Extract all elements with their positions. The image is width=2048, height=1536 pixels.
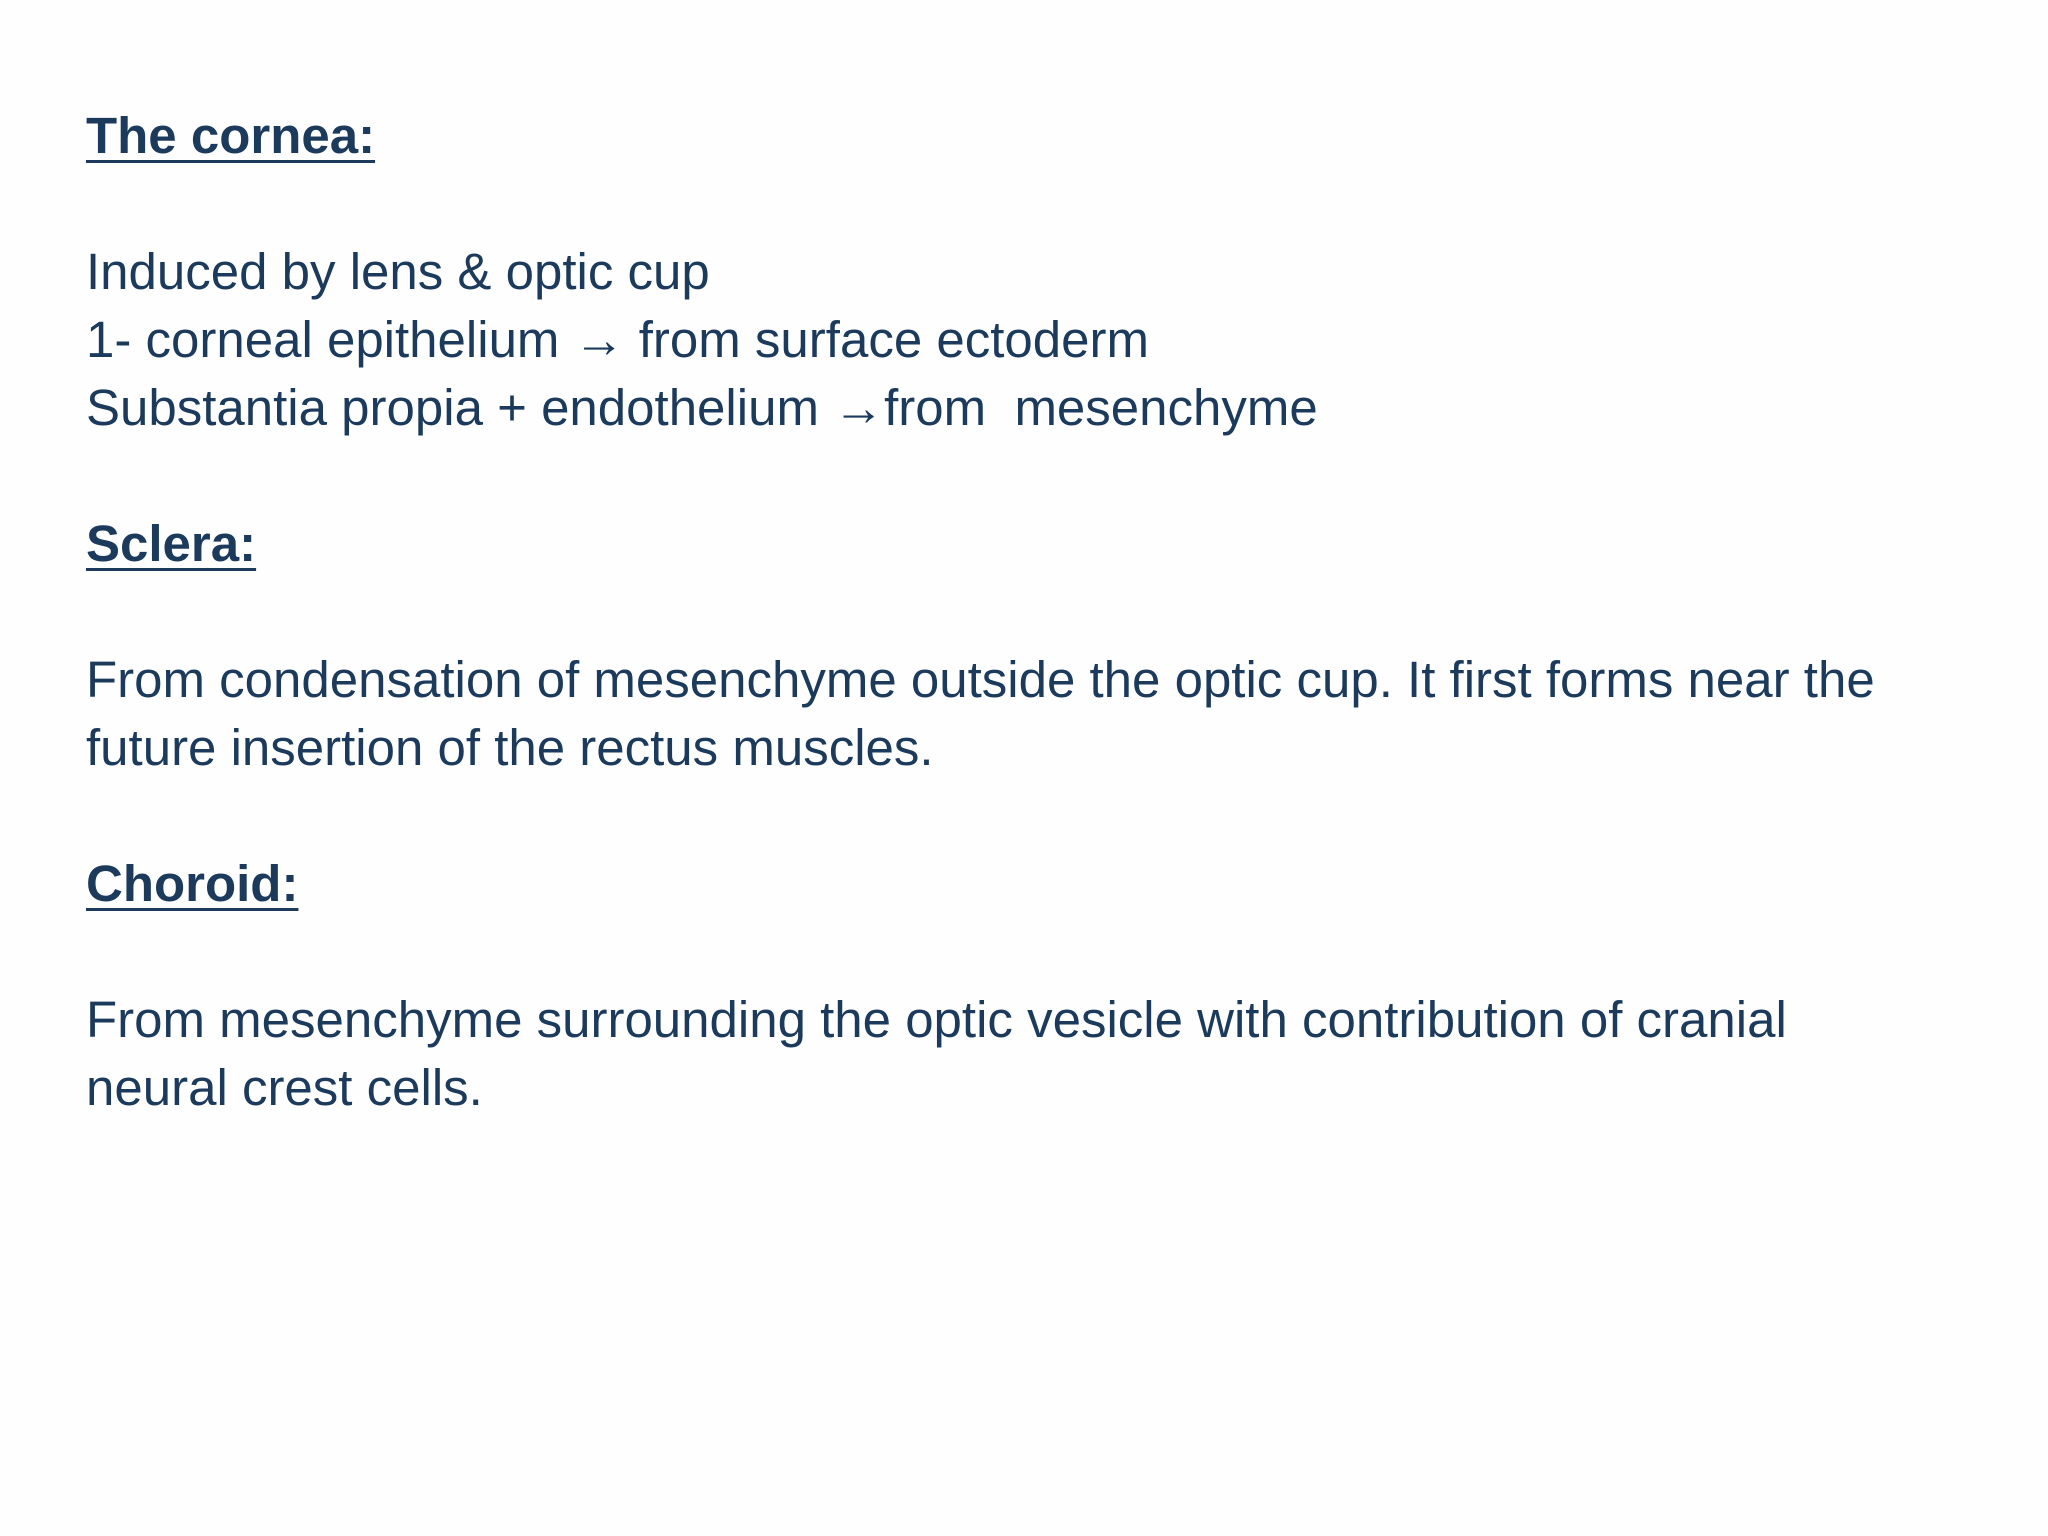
mesenchyme-text: from mesenchyme bbox=[884, 379, 1318, 436]
spacer bbox=[86, 782, 2008, 850]
ectoderm-text: from surface ectoderm bbox=[624, 311, 1149, 368]
sclera-section bbox=[86, 510, 2008, 782]
right-arrow-icon: → bbox=[573, 311, 625, 368]
cornea-heading: The cornea: bbox=[86, 107, 376, 164]
cornea-section bbox=[86, 102, 2008, 442]
choroid-heading: Choroid: bbox=[86, 855, 299, 912]
sclera-text: From condensation of mesenchyme outside the optic cup. It first forms near the future insertion of the rectus muscles. bbox=[86, 651, 1875, 776]
cornea-line-epithelium bbox=[86, 306, 2008, 374]
sclera-heading: Sclera: bbox=[86, 515, 257, 572]
spacer bbox=[86, 442, 2008, 510]
cornea-line-induced: Induced by lens & optic cup bbox=[86, 243, 710, 300]
substantia-text: Substantia propia + endothelium bbox=[86, 379, 834, 436]
choroid-text: From mesenchyme surrounding the optic vesicle with contribution of cranial neural crest cells. bbox=[86, 991, 1787, 1116]
right-arrow-icon: → bbox=[833, 379, 885, 436]
epithelium-text: 1- corneal epithelium bbox=[86, 311, 574, 368]
choroid-section bbox=[86, 850, 2008, 1122]
cornea-line-substantia bbox=[86, 374, 2008, 442]
